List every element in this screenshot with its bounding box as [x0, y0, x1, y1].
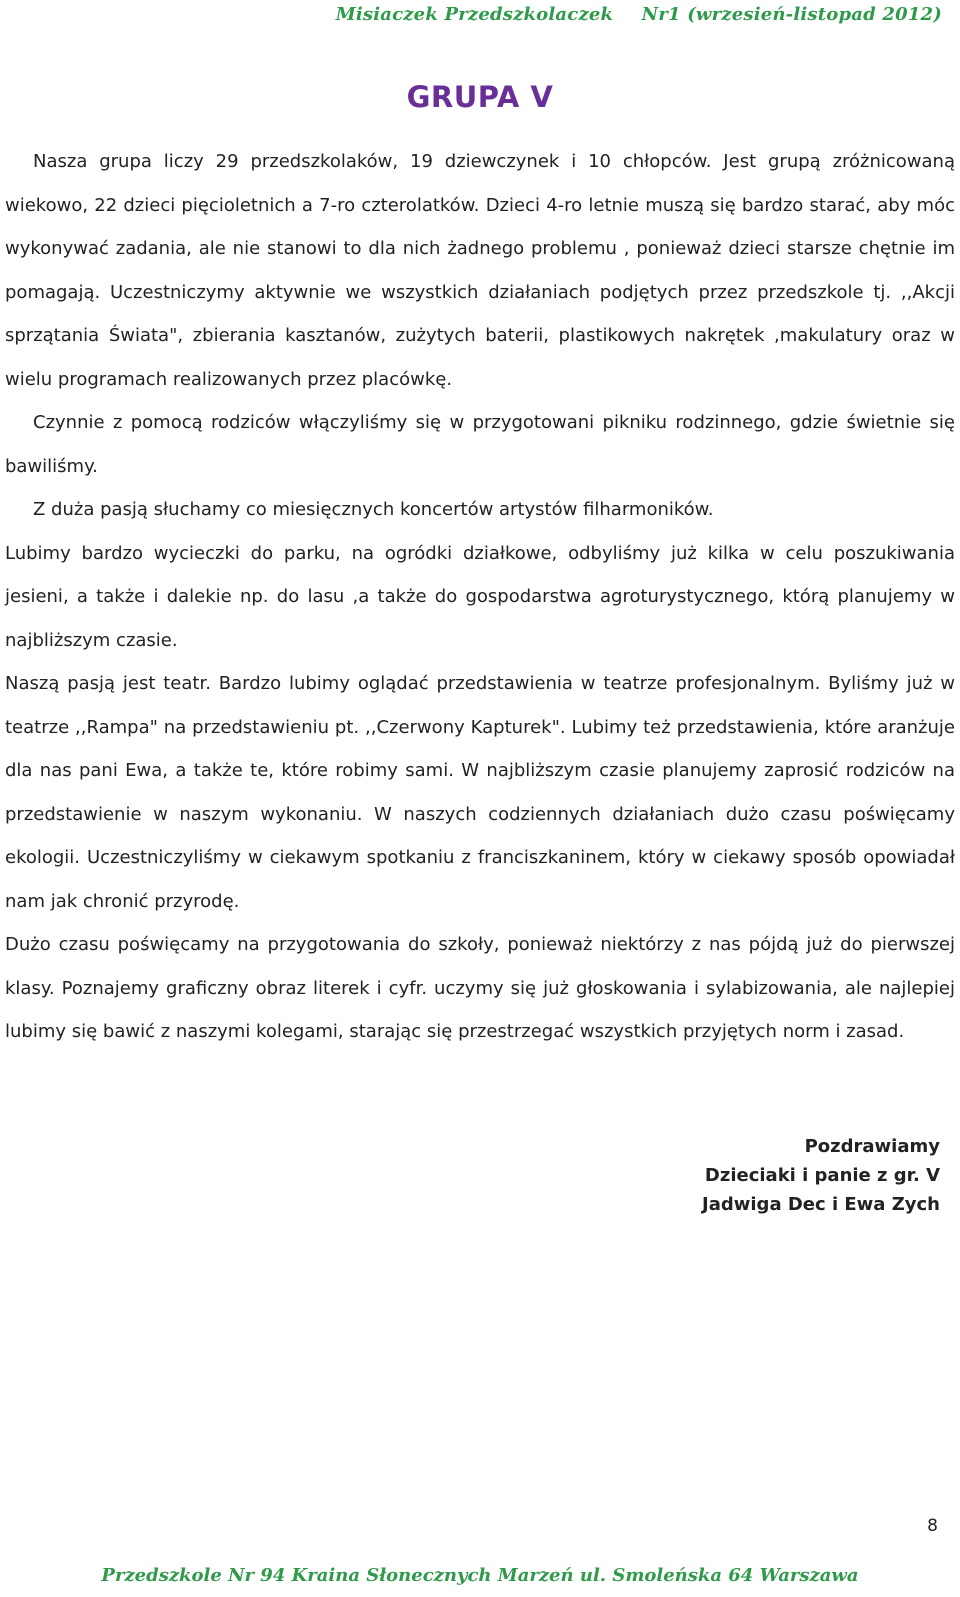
publication-name: Misiaczek Przedszkolaczek — [335, 4, 614, 25]
paragraph-intro: Nasza grupa liczy 29 przedszkolaków, 19 dziewczynek i 10 chłopców. Jest grupą zróżnicowaną wiekowo, 22 dzieci pięcioletnich a 7-ro czterolatków. Dzieci 4-ro letnie muszą się bardzo starać, aby móc wykonywać zadania, ale nie stanowi to dla nich żadnego problemu , ponieważ dzieci starsze chętnie im pomagają. Uczestniczymy aktywnie we wszystkich działaniach podjętych przez przedszkole tj. ,,Akcji sprzątania Świata", zbierania kasztanów, zużytych baterii, plastikowych nakrętek ,makulatury oraz w wielu programach realizowanych przez placówkę. — [5, 151, 955, 390]
paragraph-concerts: Z duża pasją słuchamy co miesięcznych koncertów artystów filharmoników. — [33, 499, 714, 520]
signature-group: Dzieciaki i panie z gr. V — [704, 1165, 940, 1186]
page-title: GRUPA V — [406, 80, 554, 114]
paragraph-theatre: Naszą pasją jest teatr. Bardzo lubimy oglądać przedstawienia w teatrze profesjonalnym. Byliśmy już w teatrze ,,Rampa" na przedstawieniu pt. ,,Czerwony Kapturek". Lubimy też przedstawienia, które aranżuje dla nas pani Ewa, a także te, które robimy sami. W najbliższym czasie planujemy zaprosić rodziców na przedstawienie w naszym wykonaniu. W naszych codziennych działaniach dużo czasu poświęcamy ekologii. Uczestniczyliśmy w ciekawym spotkaniu z franciszkaninem, który w ciekawy sposób opowiadał nam jak chronić przyrodę. — [5, 673, 955, 912]
article-body — [5, 140, 955, 1054]
page-header — [336, 4, 942, 25]
paragraph-school: Dużo czasu poświęcamy na przygotowania do szkoły, ponieważ niektórzy z nas pójdą już do pierwszej klasy. Poznajemy graficzny obraz literek i cyfr. uczymy się już głoskowania i sylabizowania, ale najlepiej lubimy się bawić z naszymi kolegami, starając się przestrzegać wszystkich przyjętych norm i zasad. — [5, 934, 955, 1042]
signature-block — [702, 1132, 940, 1219]
paragraph-picnic: Czynnie z pomocą rodziców włączyliśmy się w przygotowani pikniku rodzinnego, gdzie świetnie się bawiliśmy. — [5, 412, 955, 477]
page-footer: Przedszkole Nr 94 Kraina Słonecznych Marzeń ul. Smoleńska 64 Warszawa — [101, 1565, 859, 1586]
signature-authors: Jadwiga Dec i Ewa Zych — [702, 1194, 940, 1215]
issue-label: Nr1 (wrzesień-listopad 2012) — [641, 4, 942, 25]
page-number: 8 — [927, 1516, 938, 1536]
signature-greeting: Pozdrawiamy — [804, 1136, 940, 1157]
paragraph-trips: Lubimy bardzo wycieczki do parku, na ogródki działkowe, odbyliśmy już kilka w celu poszukiwania jesieni, a także i dalekie np. do lasu ,a także do gospodarstwa agroturystycznego, którą planujemy w najbliższym czasie. — [5, 542, 955, 651]
